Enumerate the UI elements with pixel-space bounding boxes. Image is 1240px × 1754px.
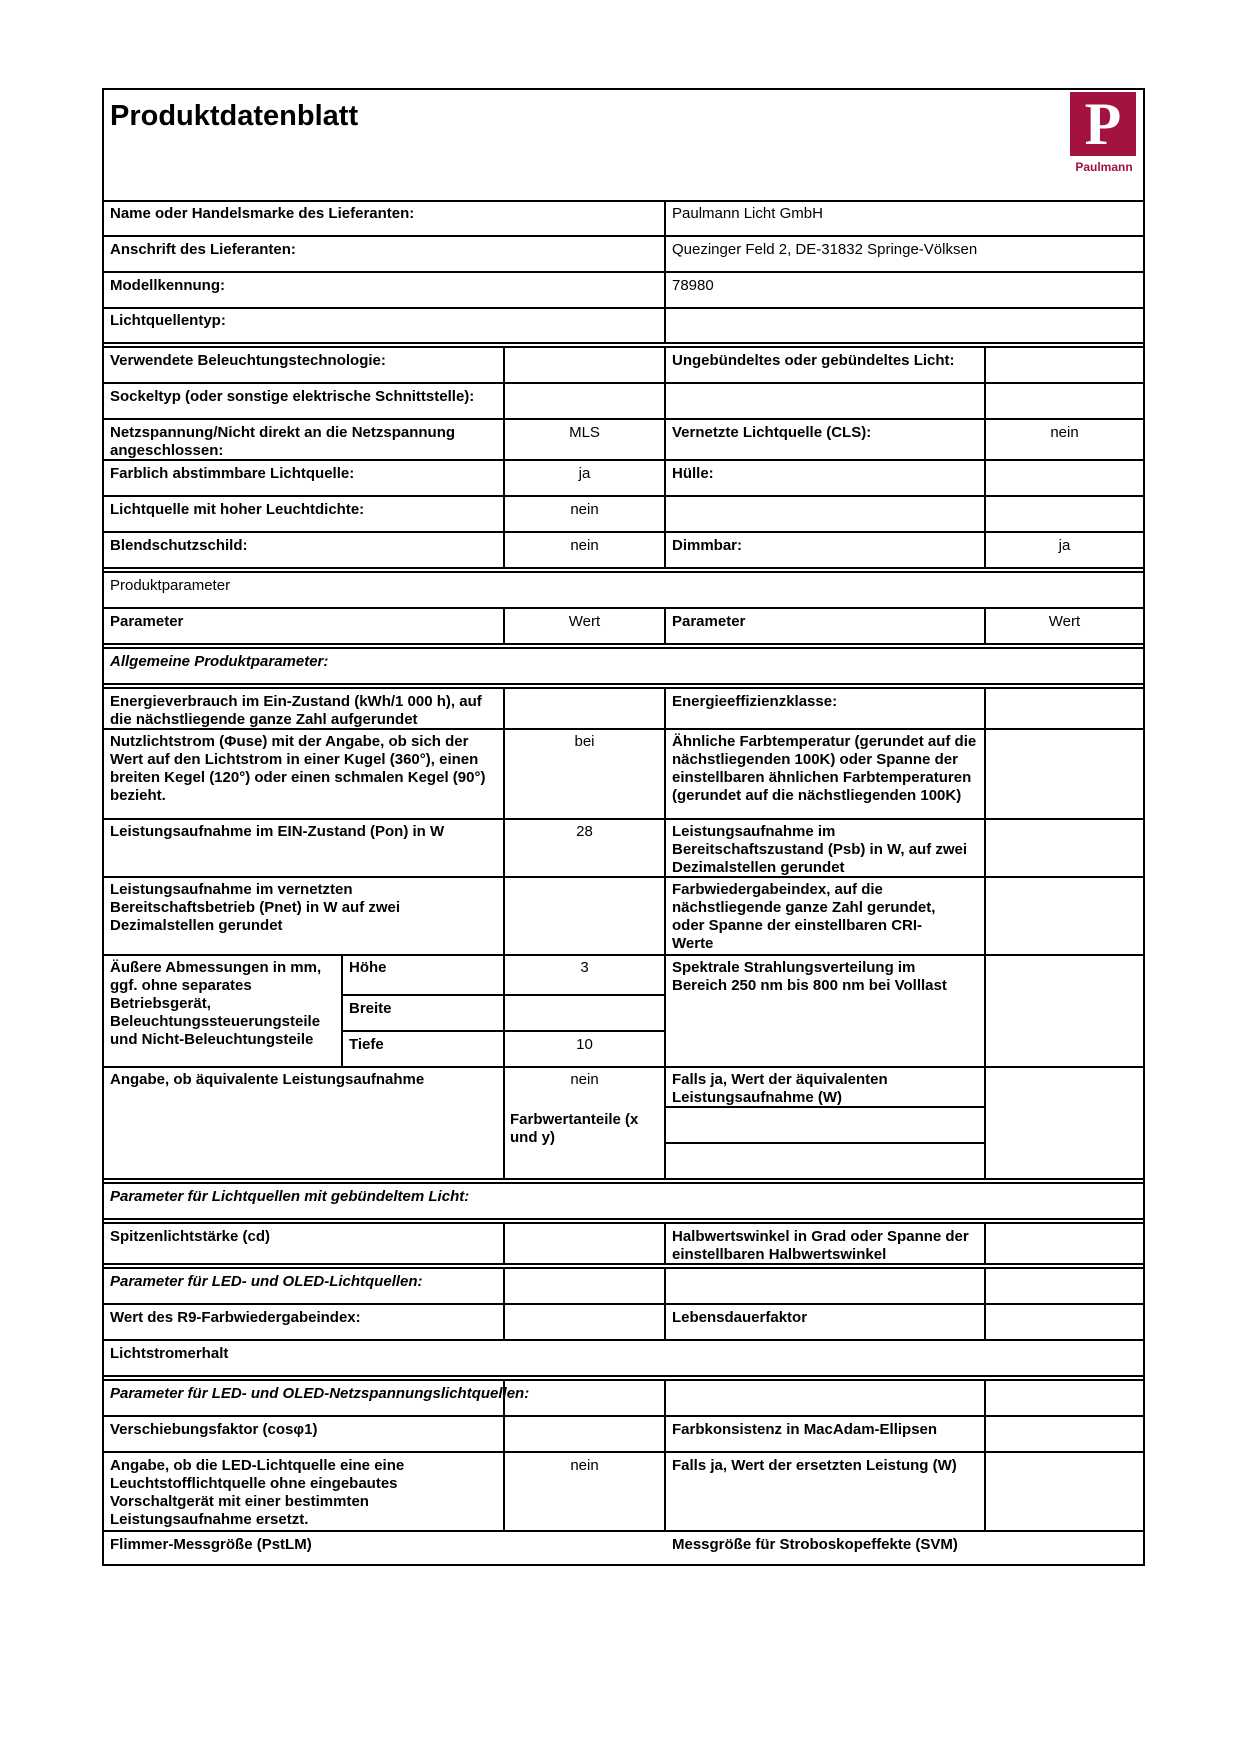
param-header-left: Parameter [110, 613, 184, 630]
dimmable-value: ja [1058, 537, 1071, 554]
chromaticity-label: Farbwertanteile (x und y) [510, 1111, 639, 1146]
replacement-value: nein [570, 1457, 599, 1474]
height-value: 3 [580, 959, 589, 976]
energy-consumption-label: Energieverbrauch im Ein-Zustand (kWh/1 000 h), auf die nächstliegende ganze Zahl aufgerundet [110, 693, 482, 728]
replacement-if-label: Falls ja, Wert der ersetzten Leistung (W) [672, 1457, 957, 1474]
cls-value: nein [1050, 424, 1079, 441]
supplier-address-label: Anschrift des Lieferanten: [110, 241, 296, 258]
useful-flux-label: Nutzlichtstrom (Φuse) mit der Angabe, ob sich der Wert auf den Lichtstrom in einer Kugel (360°), einen breiten Kegel (120°) oder einen schmalen Kegel (90°) bezieht. [110, 733, 486, 804]
socket-label: Sockeltyp (oder sonstige elektrische Schnittstelle): [110, 388, 475, 405]
cri-label: Farbwiedergabeindex, auf die nächstliegende ganze Zahl gerundet, oder Spanne der einstellbaren CRI-Werte [672, 881, 936, 952]
pon-label: Leistungsaufnahme im EIN-Zustand (Pon) in W [110, 823, 445, 840]
param-header-right: Parameter [672, 613, 746, 630]
focused-label: Ungebündeltes oder gebündeltes Licht: [672, 352, 955, 369]
technology-label: Verwendete Beleuchtungstechnologie: [110, 352, 386, 369]
depth-label: Tiefe [349, 1036, 384, 1053]
logo-letter: P [1084, 91, 1122, 157]
light-source-type-label: Lichtquellentyp: [110, 312, 226, 329]
pon-value: 28 [576, 823, 593, 840]
cls-label: Vernetzte Lichtquelle (CLS): [672, 424, 872, 441]
energy-class-label: Energieeffizienzklasse: [672, 693, 838, 710]
supplier-address-value: Quezinger Feld 2, DE-31832 Springe-Völksen [672, 241, 978, 258]
led-heading: Parameter für LED- und OLED-Lichtquellen: [110, 1273, 423, 1290]
equivalent-power-value: nein [570, 1071, 599, 1088]
envelope-label: Hülle: [672, 465, 714, 482]
pstlm-label: Flimmer-Messgröße (PstLM) [110, 1536, 312, 1553]
dimensions-label: Äußere Abmessungen in mm, ggf. ohne separates Betriebsgerät, Beleuchtungssteuerungsteile und Nicht-Beleuchtungsteile [110, 959, 322, 1048]
high-luminance-label: Lichtquelle mit hoher Leuchtdichte: [110, 501, 365, 518]
glare-shield-value: nein [570, 537, 599, 554]
peak-intensity-label: Spitzenlichtstärke (cd) [110, 1228, 271, 1245]
supplier-name-label: Name oder Handelsmarke des Lieferanten: [110, 205, 415, 222]
equivalent-power-if-label: Falls ja, Wert der äquivalenten Leistungsaufnahme (W) [672, 1071, 888, 1106]
height-label: Höhe [349, 959, 387, 976]
psb-label: Leistungsaufnahme im Bereitschaftszustand (Psb) in W, auf zwei Dezimalstellen gerundet [672, 823, 968, 876]
lumen-maintenance-label: Lichtstromerhalt [110, 1345, 229, 1362]
equivalent-power-label: Angabe, ob äquivalente Leistungsaufnahme [110, 1071, 425, 1088]
pnet-label: Leistungsaufnahme im vernetzten Bereitschaftsbetrieb (Pnet) in W auf zwei Dezimalstellen gerundet [110, 881, 401, 934]
survival-factor-label: Lebensdauerfaktor [672, 1309, 808, 1326]
tunable-label: Farblich abstimmbare Lichtquelle: [110, 465, 355, 482]
page-title: Produktdatenblatt [110, 100, 359, 132]
value-header-left: Wert [568, 613, 601, 630]
directional-heading: Parameter für Lichtquellen mit gebündeltem Licht: [110, 1188, 470, 1205]
value-header-right: Wert [1048, 613, 1081, 630]
macadam-label: Farbkonsistenz in MacAdam-Ellipsen [672, 1421, 938, 1438]
beam-angle-label: Halbwertswinkel in Grad oder Spanne der einstellbaren Halbwertswinkel [672, 1228, 969, 1263]
led-mains-heading: Parameter für LED- und OLED-Netzspannungslichtquellen: [110, 1385, 530, 1402]
depth-value: 10 [576, 1036, 593, 1053]
logo-wordmark: Paulmann [1075, 160, 1133, 174]
tunable-value: ja [578, 465, 591, 482]
model-id-label: Modellkennung: [110, 277, 225, 294]
width-label: Breite [349, 1000, 392, 1017]
mains-value: MLS [569, 424, 600, 441]
r9-label: Wert des R9-Farbwiedergabeindex: [110, 1309, 361, 1326]
useful-flux-value: bei [574, 733, 595, 750]
dimmable-label: Dimmbar: [672, 537, 743, 554]
replacement-label: Angabe, ob die LED-Lichtquelle eine eine Leuchtstofflichtquelle ohne eingebautes Vorschaltgerät mit einer bestimmten Leistungsaufnahme ersetzt. [110, 1457, 405, 1528]
general-params-heading: Allgemeine Produktparameter: [110, 653, 329, 670]
product-params-heading: Produktparameter [110, 577, 231, 594]
mains-label: Netzspannung/Nicht direkt an die Netzspannung angeschlossen: [110, 424, 456, 459]
glare-shield-label: Blendschutzschild: [110, 537, 248, 554]
cct-label: Ähnliche Farbtemperatur (gerundet auf die nächstliegenden 100K) oder Spanne der einstellbaren ähnlichen Farbtemperaturen (gerundet auf die nächstliegenden 100K) [672, 733, 977, 804]
model-id-value: 78980 [672, 277, 714, 294]
high-luminance-value: nein [570, 501, 599, 518]
supplier-name-value: Paulmann Licht GmbH [672, 205, 823, 222]
displacement-factor-label: Verschiebungsfaktor (cosφ1) [110, 1421, 318, 1438]
svm-label: Messgröße für Stroboskopeffekte (SVM) [672, 1536, 958, 1553]
spectral-distribution-label: Spektrale Strahlungsverteilung im Bereich 250 nm bis 800 nm bei Volllast [672, 959, 947, 994]
